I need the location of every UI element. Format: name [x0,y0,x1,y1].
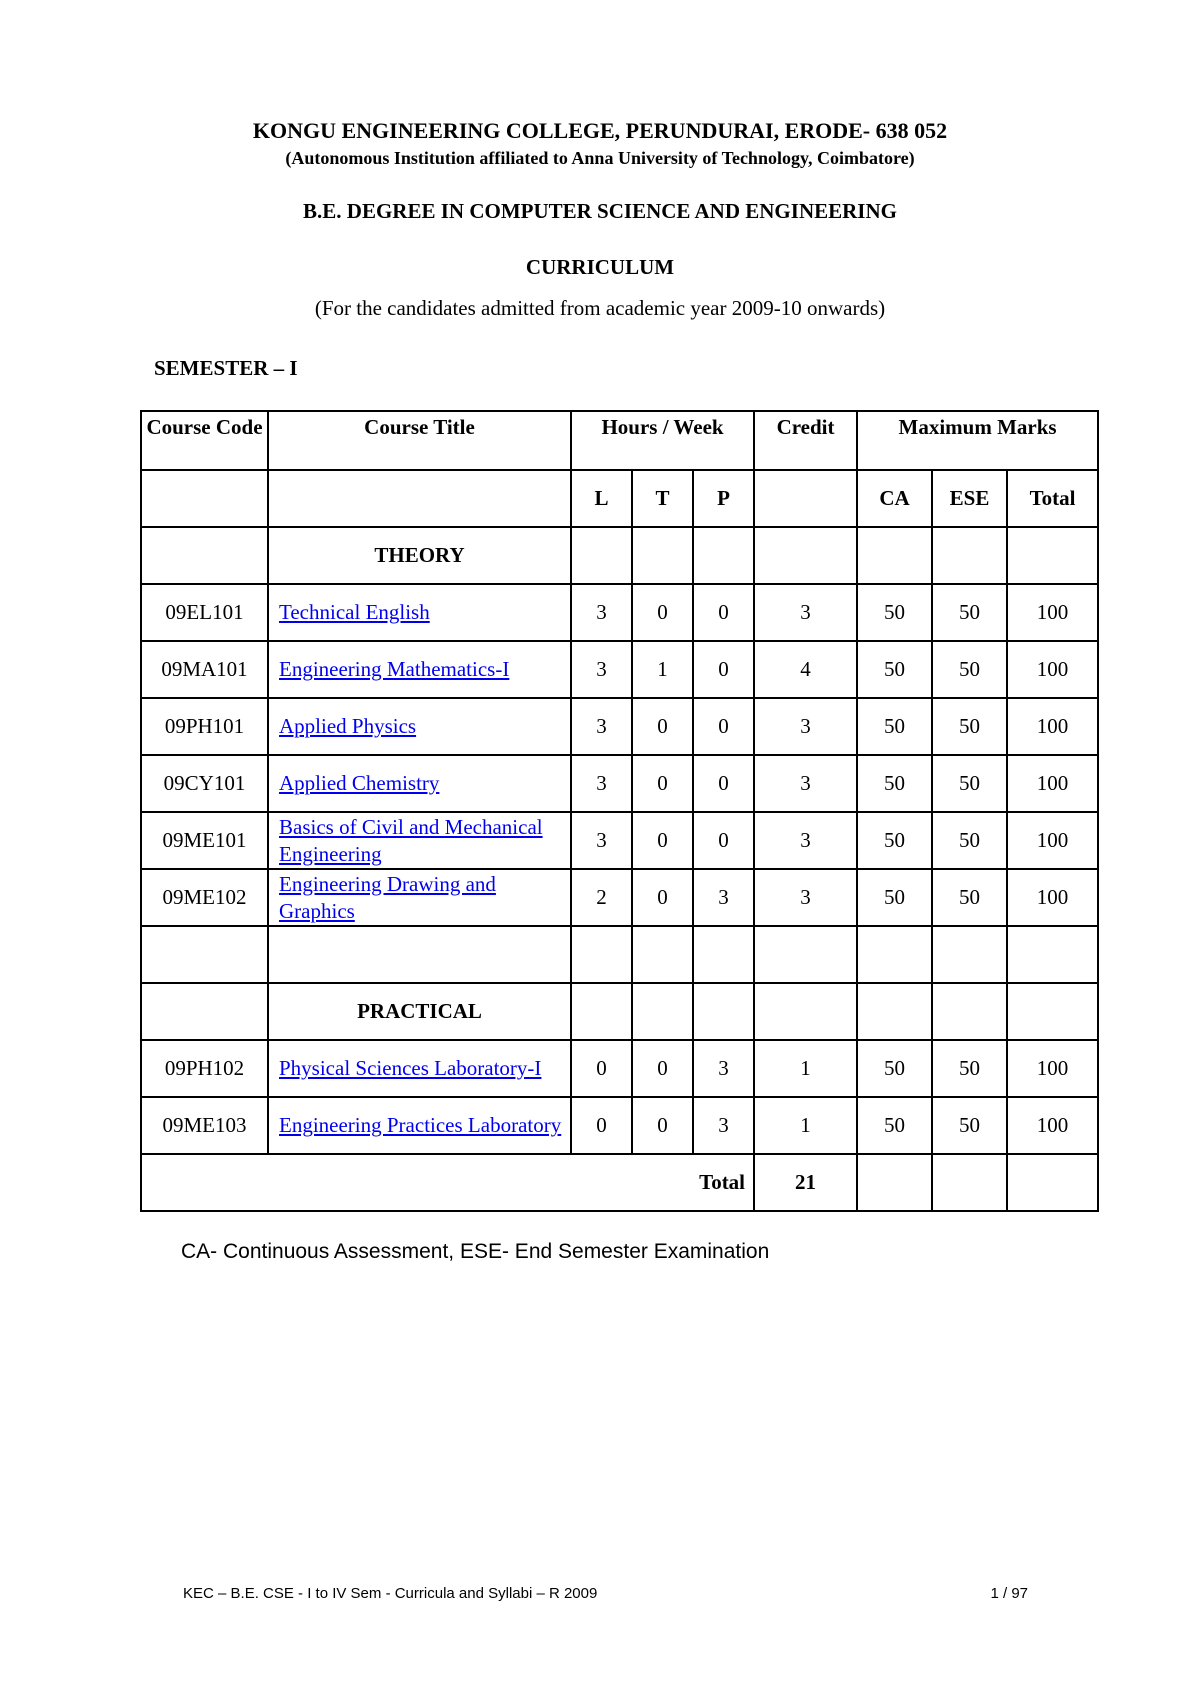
table-row [141,698,1098,755]
hours-t: 0 [632,755,693,812]
hours-t: 0 [632,584,693,641]
course-title-link[interactable]: Applied Physics [279,714,417,738]
subheader-row [141,470,1098,527]
marks-ca: 50 [857,1040,932,1097]
col-header-course-title: Course Title [268,411,571,470]
course-code: 09MA101 [141,641,268,698]
marks-total: 100 [1007,584,1098,641]
table-row [141,1040,1098,1097]
course-title-link[interactable]: Basics of Civil and Mechanical Engineering [279,814,543,866]
course-title-link[interactable]: Engineering Practices Laboratory [279,1113,562,1137]
hours-p: 0 [693,698,754,755]
credit: 1 [754,1097,857,1154]
page-footer [183,1585,1028,1605]
credit: 4 [754,641,857,698]
admission-note: (For the candidates admitted from academic year 2009-10 onwards) [314,296,886,320]
marks-ese: 50 [932,584,1007,641]
course-title-link[interactable]: Engineering Drawing and Graphics [279,871,496,923]
hours-p: 0 [693,812,754,869]
col-header-credit: Credit [754,411,857,470]
table-row [141,812,1098,869]
hours-l: 3 [571,584,632,641]
table-row [141,869,1098,926]
credit: 1 [754,1040,857,1097]
section-label-theory: THEORY [268,527,571,584]
marks-total: 100 [1007,812,1098,869]
credit: 3 [754,698,857,755]
hours-t: 0 [632,1097,693,1154]
table-row [141,584,1098,641]
marks-ca: 50 [857,641,932,698]
hours-l: 0 [571,1097,632,1154]
hours-p: 3 [693,1097,754,1154]
marks-ese: 50 [932,698,1007,755]
course-title-link[interactable]: Physical Sciences Laboratory-I [279,1056,542,1080]
course-title-link[interactable]: Applied Chemistry [279,771,440,795]
course-code: 09CY101 [141,755,268,812]
marks-total: 100 [1007,1097,1098,1154]
col-header-l: L [571,470,632,527]
semester-heading: SEMESTER – I [154,356,298,380]
hours-t: 1 [632,641,693,698]
curriculum-heading: CURRICULUM [525,255,675,279]
course-title-link[interactable]: Technical English [279,600,430,624]
abbreviation-legend: CA- Continuous Assessment, ESE- End Semester Examination [181,1240,770,1263]
hours-l: 3 [571,641,632,698]
affiliation-line: (Autonomous Institution affiliated to Anna University of Technology, Coimbatore) [285,148,915,168]
marks-ca: 50 [857,755,932,812]
curriculum-table [140,410,1099,1212]
marks-total: 100 [1007,641,1098,698]
marks-ese: 50 [932,869,1007,926]
col-header-ese: ESE [932,470,1007,527]
credit: 3 [754,869,857,926]
col-header-course-code: Course Code [141,411,268,470]
course-code: 09EL101 [141,584,268,641]
table-row [141,641,1098,698]
col-header-hours-week: Hours / Week [571,411,754,470]
course-code: 09ME101 [141,812,268,869]
marks-ca: 50 [857,584,932,641]
total-row [141,1154,1098,1211]
marks-ese: 50 [932,641,1007,698]
col-header-total: Total [1007,470,1098,527]
hours-t: 0 [632,812,693,869]
credit: 3 [754,584,857,641]
course-code: 09PH102 [141,1040,268,1097]
col-header-ca: CA [857,470,932,527]
empty-row [141,926,1098,983]
hours-t: 0 [632,698,693,755]
hours-p: 0 [693,755,754,812]
degree-title: B.E. DEGREE IN COMPUTER SCIENCE AND ENGINEERING [303,199,897,223]
section-row-theory [141,527,1098,584]
credit: 3 [754,812,857,869]
total-credit: 21 [754,1154,857,1211]
credit: 3 [754,755,857,812]
marks-ca: 50 [857,698,932,755]
hours-p: 0 [693,584,754,641]
hours-l: 2 [571,869,632,926]
college-name: KONGU ENGINEERING COLLEGE, PERUNDURAI, ERODE- 638 052 [252,118,948,143]
page-number: 1 / 97 [990,1585,1028,1602]
hours-p: 3 [693,869,754,926]
marks-total: 100 [1007,698,1098,755]
course-code: 09ME102 [141,869,268,926]
marks-ca: 50 [857,812,932,869]
hours-p: 0 [693,641,754,698]
col-header-maximum-marks: Maximum Marks [857,411,1098,470]
section-row-practical [141,983,1098,1040]
col-header-p: P [693,470,754,527]
marks-ese: 50 [932,755,1007,812]
footer-document-title: KEC – B.E. CSE - I to IV Sem - Curricula and Syllabi – R 2009 [183,1585,598,1602]
course-code: 09ME103 [141,1097,268,1154]
marks-ese: 50 [932,812,1007,869]
hours-l: 3 [571,698,632,755]
hours-t: 0 [632,869,693,926]
course-title-link[interactable]: Engineering Mathematics-I [279,657,510,681]
table-row [141,1097,1098,1154]
marks-total: 100 [1007,755,1098,812]
table-row [141,755,1098,812]
marks-total: 100 [1007,869,1098,926]
col-header-t: T [632,470,693,527]
header-row [141,411,1098,470]
marks-ca: 50 [857,1097,932,1154]
hours-p: 3 [693,1040,754,1097]
marks-ese: 50 [932,1097,1007,1154]
marks-ese: 50 [932,1040,1007,1097]
section-label-practical: PRACTICAL [268,983,571,1040]
total-label: Total [141,1154,754,1211]
marks-ca: 50 [857,869,932,926]
hours-l: 3 [571,812,632,869]
marks-total: 100 [1007,1040,1098,1097]
hours-l: 0 [571,1040,632,1097]
hours-l: 3 [571,755,632,812]
course-code: 09PH101 [141,698,268,755]
hours-t: 0 [632,1040,693,1097]
